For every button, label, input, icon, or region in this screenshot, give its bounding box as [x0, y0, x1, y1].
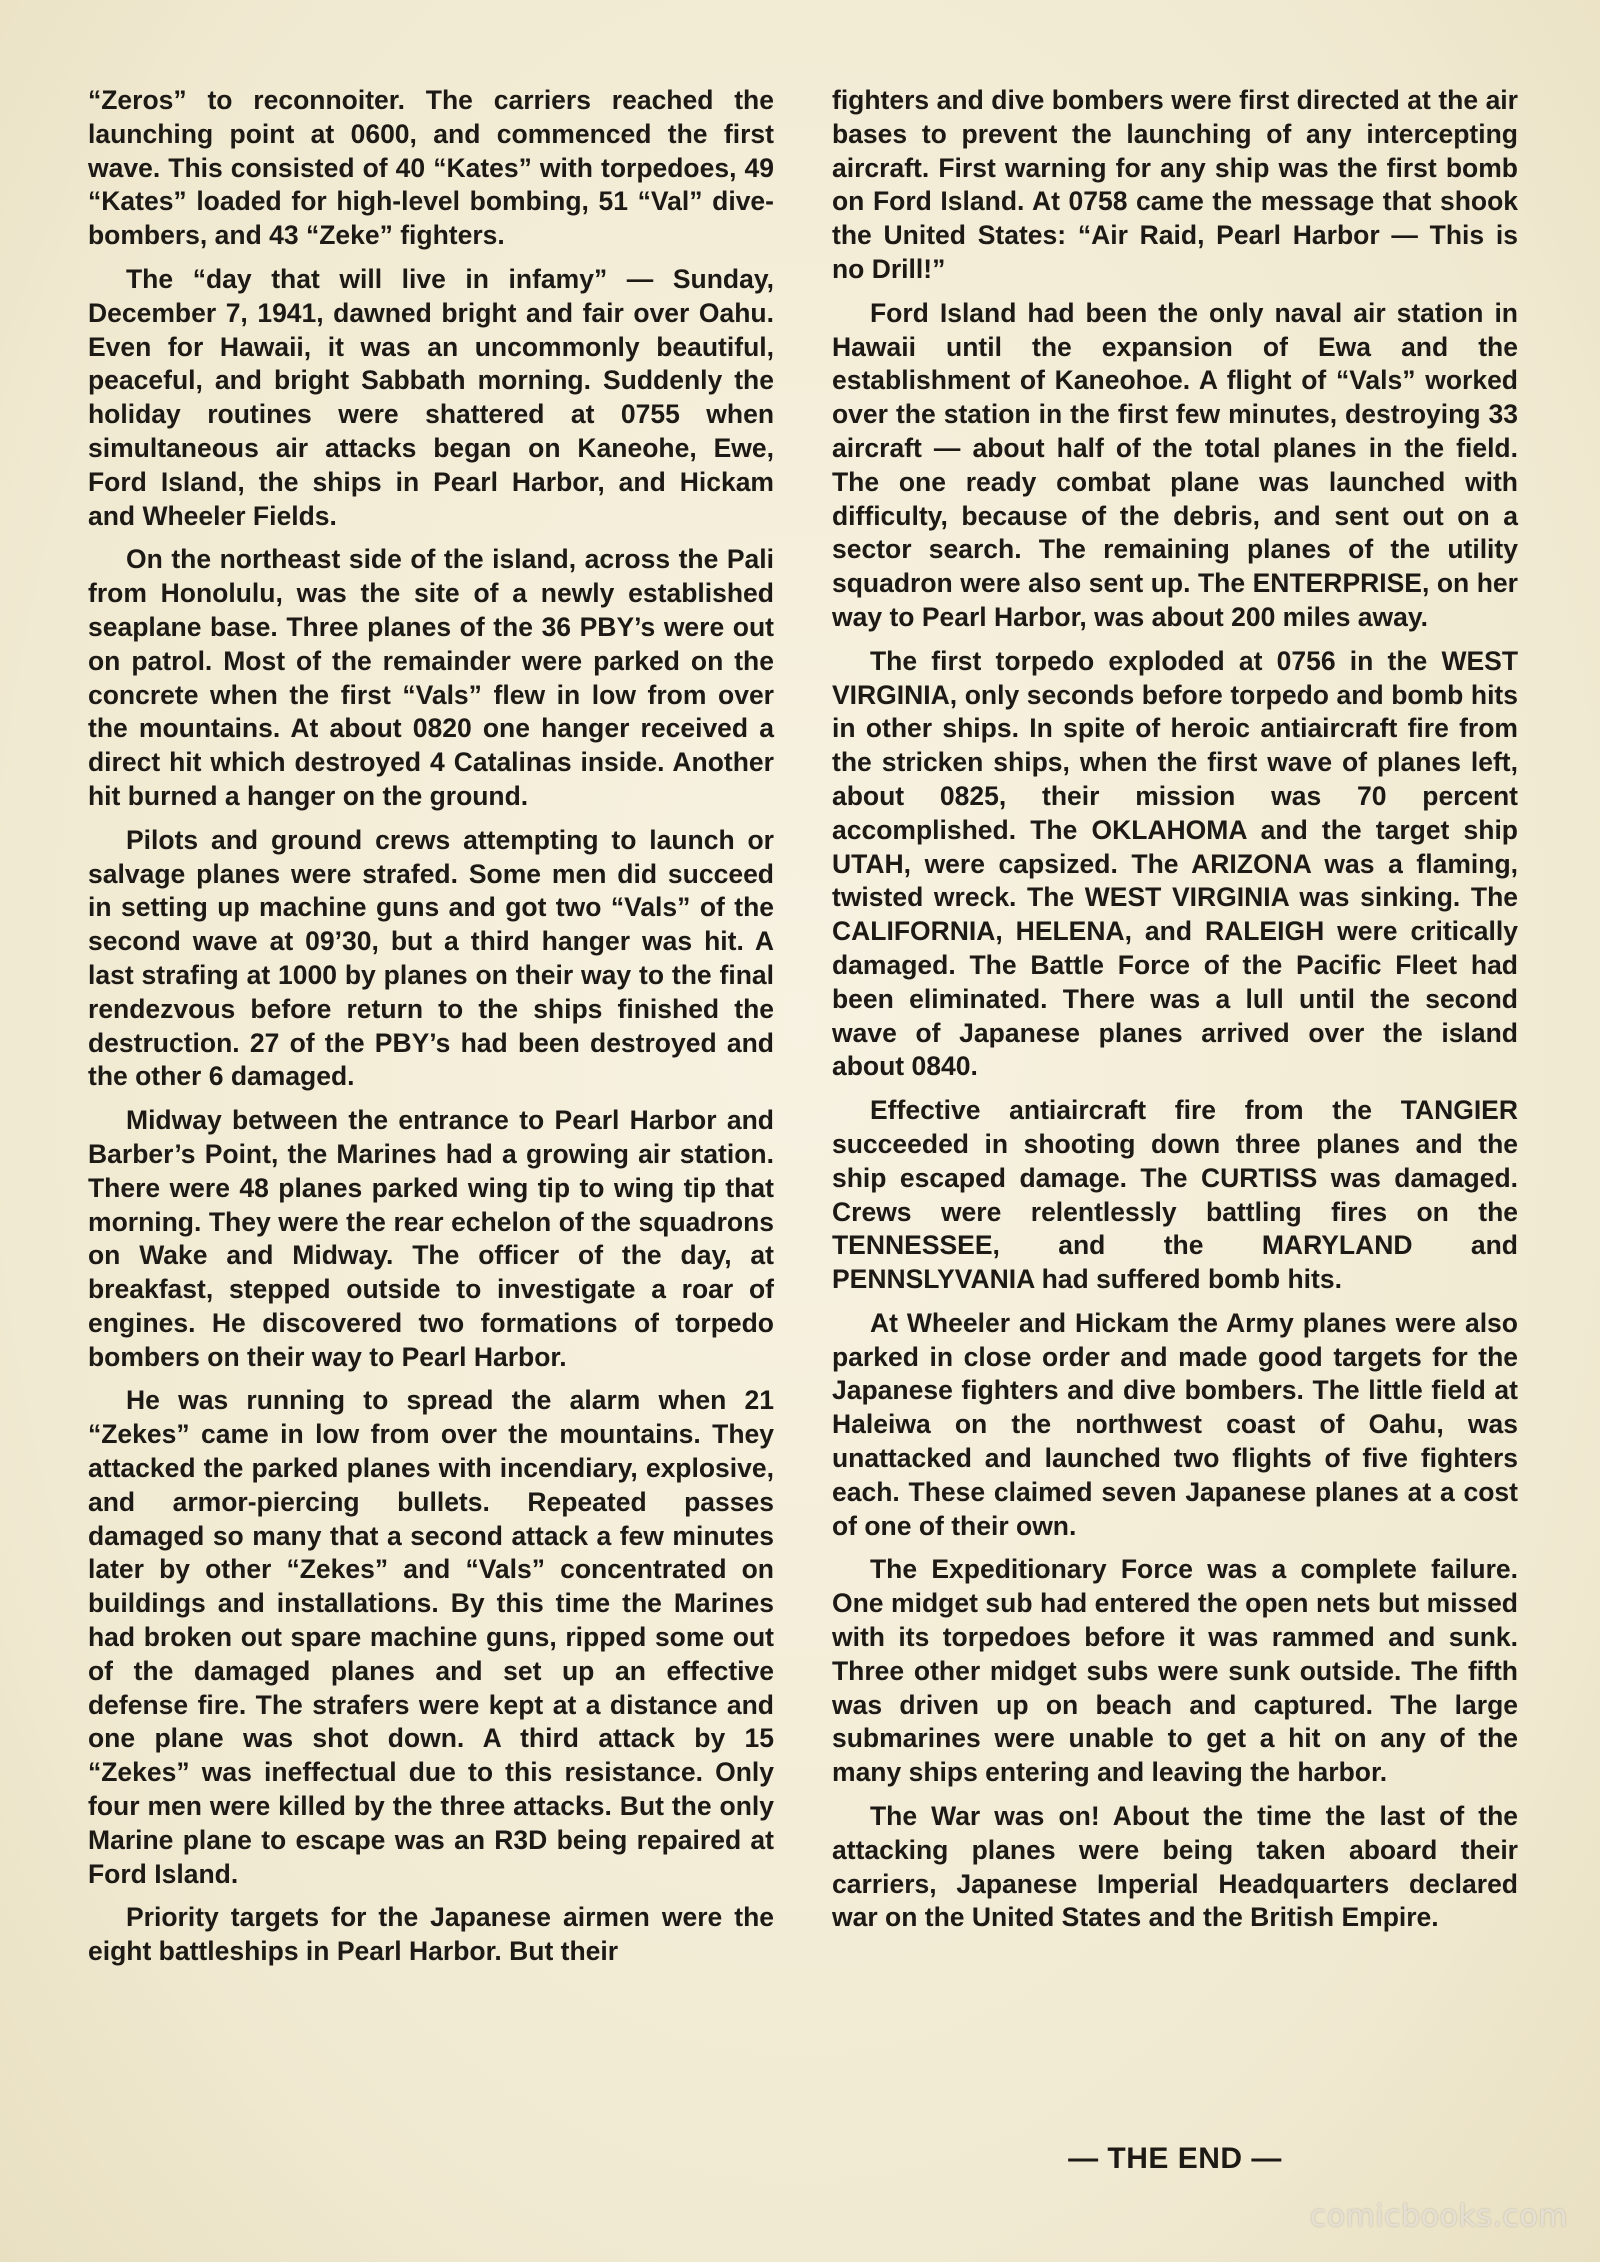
paragraph: Ford Island had been the only naval air station in Hawaii until the expansion of Ewa and the establishment of Kaneohoe. A flight of “Vals” worked over the station in the first few minutes, destroying 33 aircraft — about half of the total planes in the field. The one ready combat plane was launched with difficulty, because of the debris, and sent out on a sector search. The remaining planes of the utility squadron were also sent up. The ENTERPRISE, on her way to Pearl Harbor, was about 200 miles away. — [832, 297, 1518, 632]
paragraph: Priority targets for the Japanese airmen were the eight battleships in Pearl Harbor. But their — [88, 1902, 774, 1967]
paragraph: The Expeditionary Force was a complete failure. One midget sub had entered the open nets but missed with its torpedoes before it was rammed and sunk. Three other midget subs were sunk outside. The fifth was driven up on beach and captured. The large submarines were unable to get a hit on any of the many ships entering and leaving the harbor. — [832, 1554, 1518, 1788]
paragraph: The “day that will live in infamy” — Sunday, December 7, 1941, dawned bright and fair over Oahu. Even for Hawaii, it was an uncommonly beautiful, peaceful, and bright Sabbath morning. Suddenly the holiday routines were shattered at 0755 when simultaneous air attacks began on Kaneohe, Ewe, Ford Island, the ships in Pearl Harbor, and Hickam and Wheeler Fields. — [88, 263, 774, 531]
paragraph: At Wheeler and Hickam the Army planes were also parked in close order and made good targets for the Japanese fighters and dive bombers. The little field at Haleiwa on the northwest coast of Oahu, was unattacked and launched two flights of five fighters each. These claimed seven Japanese planes at a cost of one of their own. — [832, 1307, 1518, 1541]
left-text-column — [88, 84, 774, 1979]
paragraph: fighters and dive bombers were first directed at the air bases to prevent the launching of any intercepting aircraft. First warning for any ship was the first bomb on Ford Island. At 0758 came the message that shook the United States: “Air Raid, Pearl Harbor — This is no Drill!” — [832, 85, 1518, 284]
paragraph: Midway between the entrance to Pearl Harbor and Barber’s Point, the Marines had a growing air station. There were 48 planes parked wing tip to wing tip that morning. They were the rear echelon of the squadrons on Wake and Midway. The officer of the day, at breakfast, stepped outside to investigate a roar of engines. He discovered two formations of torpedo bombers on their way to Pearl Harbor. — [88, 1105, 774, 1372]
right-text-column — [832, 84, 1518, 1945]
paragraph: The first torpedo exploded at 0756 in the WEST VIRGINIA, only seconds before torpedo and bomb hits in other ships. In spite of heroic antiaircraft fire from the stricken ships, when the first wave of planes left, about 0825, their mission was 70 percent accomplished. The OKLAHOMA and the target ship UTAH, were capsized. The ARIZONA was a flaming, twisted wreck. The WEST VIRGINIA was sinking. The CALIFORNIA, HELENA, and RALEIGH were critically damaged. The Battle Force of the Pacific Fleet had been eliminated. There was a lull until the second wave of Japanese planes arrived over the island about 0840. — [832, 645, 1518, 1082]
paragraph: Effective antiaircraft fire from the TANGIER succeeded in shooting down three planes and the ship escaped damage. The CURTISS was damaged. Crews were relentlessly battling fires on the TENNESSEE, and the MARYLAND and PENNSLYVANIA had suffered bomb hits. — [832, 1095, 1518, 1295]
paragraph: On the northeast side of the island, across the Pali from Honolulu, was the site of a newly established seaplane base. Three planes of the 36 PBY’s were out on patrol. Most of the remainder were parked on the concrete when the first “Vals” flew in low from over the mountains. At about 0820 one hanger received a direct hit which destroyed 4 Catalinas inside. Another hit burned a hanger on the ground. — [88, 544, 774, 811]
paragraph: “Zeros” to reconnoiter. The carriers reached the launching point at 0600, and commenced the first wave. This consisted of 40 “Kates” with torpedoes, 49 “Kates” loaded for high-level bombing, 51 “Val” dive-bombers, and 43 “Zeke” fighters. — [88, 85, 774, 251]
the-end-label: — THE END — — [1068, 2142, 1282, 2175]
paragraph: He was running to spread the alarm when 21 “Zekes” came in low from over the mountains. They attacked the parked planes with incendiary, explosive, and armor-piercing bullets. Repeated passes damaged so many that a second attack a few minutes later by other “Zekes” and “Vals” concentrated on buildings and installations. By this time the Marines had broken out spare machine guns, ripped some out of the damaged planes and set up an effective defense fire. The strafers were kept at a distance and one plane was shot down. A third attack by 15 “Zekes” was ineffectual due to this resistance. Only four men were killed by the three attacks. But the only Marine plane to escape was an R3D being repaired at Ford Island. — [88, 1385, 774, 1889]
site-watermark: comicbooks.com — [1309, 2199, 1568, 2234]
paragraph: Pilots and ground crews attempting to launch or salvage planes were strafed. Some men did succeed in setting up machine guns and got two “Vals” of the second wave at 09’30, but a third hanger was hit. A last strafing at 1000 by planes on their way to the final rendezvous before return to the ships finished the destruction. 27 of the PBY’s had been destroyed and the other 6 damaged. — [88, 824, 774, 1092]
paragraph: The War was on! About the time the last of the attacking planes were being taken aboard their carriers, Japanese Imperial Headquarters declared war on the United States and the British Empire. — [832, 1801, 1518, 1933]
